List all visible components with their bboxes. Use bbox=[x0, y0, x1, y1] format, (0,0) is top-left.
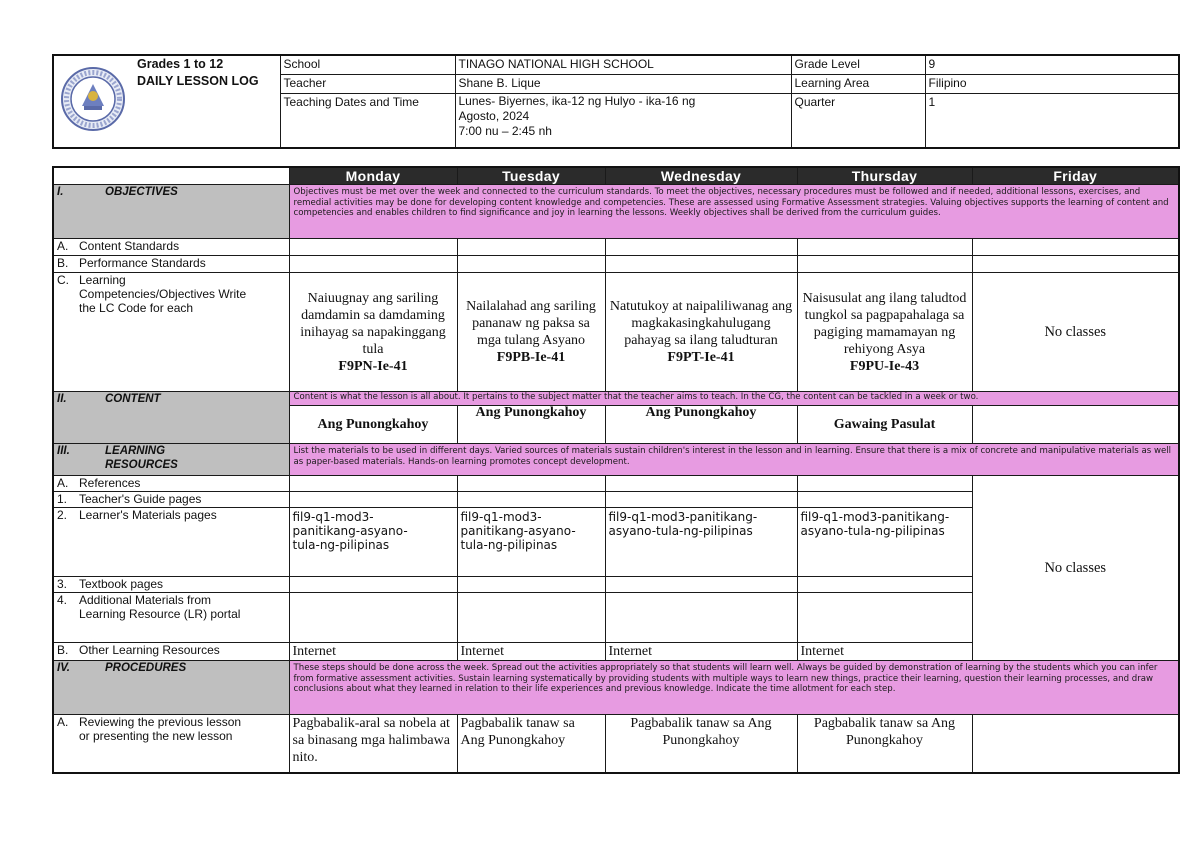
topic-monday: Ang Punongkahoy bbox=[289, 406, 457, 444]
day-monday: Monday bbox=[289, 167, 457, 185]
section-title-line1: LEARNING bbox=[105, 445, 166, 457]
competency-text: Nailalahad ang sariling pananaw ng paksa sa mga tulang Asyano bbox=[466, 299, 596, 348]
other-thursday: Internet bbox=[797, 643, 972, 661]
cell-empty bbox=[972, 715, 1179, 773]
deped-seal bbox=[53, 55, 131, 148]
cell-empty bbox=[972, 239, 1179, 256]
cell-empty bbox=[605, 492, 797, 508]
row-additional-materials bbox=[53, 593, 289, 643]
section-title bbox=[105, 444, 178, 472]
cell-empty bbox=[605, 577, 797, 593]
cell-empty bbox=[457, 492, 605, 508]
objectives-note: Objectives must be met over the week and connected to the curriculum standards. To meet the objectives, necessary procedures must be followed and if needed, additional lessons, exercises, and remedial activities may be done for developing content knowledge and competencies. These are assessed using Formative Assessment strategies. Valuing objectives supports the learning of content and competencies and enables children to find significance and joy in learning the lessons. Weekly objectives shall be derived from the curriculum guides. bbox=[289, 185, 1179, 239]
row-lm-pages bbox=[53, 508, 289, 577]
lm-text: fil9-q1-mod3-panitikang-asyano-tula-ng-pilipinas bbox=[800, 510, 950, 538]
dates-label: Teaching Dates and Time bbox=[280, 94, 455, 148]
row-num: C. bbox=[57, 273, 69, 287]
section-num: I. bbox=[57, 186, 64, 198]
competency-wednesday bbox=[605, 273, 797, 392]
day-header-row bbox=[53, 167, 1179, 185]
cell-empty bbox=[289, 239, 457, 256]
lm-text: fil9-q1-mod3-panitikang-asyano-tula-ng-pilipinas bbox=[292, 510, 408, 552]
row-num: A. bbox=[57, 239, 69, 253]
cell-empty bbox=[457, 256, 605, 273]
other-tuesday: Internet bbox=[457, 643, 605, 661]
competency-text: Naiuugnay ang sariling damdamin sa damdaming inihayag sa napakinggang tula bbox=[300, 290, 446, 357]
resources-friday: No classes bbox=[972, 476, 1179, 661]
row-num: 3. bbox=[57, 577, 68, 591]
topic-thursday: Gawaing Pasulat bbox=[797, 406, 972, 444]
other-monday: Internet bbox=[289, 643, 457, 661]
row-tg-pages bbox=[53, 492, 289, 508]
section-title-line2: RESOURCES bbox=[105, 459, 178, 471]
header-table bbox=[52, 54, 1180, 149]
lc-code: F9PB-Ie-41 bbox=[496, 350, 566, 365]
row-label: Content Standards bbox=[79, 239, 180, 253]
cell-empty bbox=[797, 476, 972, 492]
section-content bbox=[53, 392, 289, 444]
resources-note: List the materials to be used in different days. Varied sources of materials sustain children's interest in the lesson and in learning. Ensure that there is a mix of concrete and manipulative materials as well as paper-based materials. Hands-on learning promotes concept development. bbox=[289, 444, 1179, 476]
lm-tuesday bbox=[457, 508, 605, 577]
area-label: Learning Area bbox=[791, 75, 925, 94]
section-num: III. bbox=[57, 445, 70, 457]
row-num: B. bbox=[57, 256, 69, 270]
review-thursday: Pagbabalik tanaw sa Ang Punongkahoy bbox=[797, 715, 972, 773]
cell-empty bbox=[457, 577, 605, 593]
school-label: School bbox=[280, 55, 455, 75]
row-label: Performance Standards bbox=[79, 256, 206, 270]
school-value: TINAGO NATIONAL HIGH SCHOOL bbox=[455, 55, 791, 75]
section-title: PROCEDURES bbox=[105, 662, 187, 674]
lc-code: F9PT-Ie-41 bbox=[667, 350, 735, 365]
cell-empty bbox=[289, 593, 457, 643]
cell-empty bbox=[605, 239, 797, 256]
title-line1: Grades 1 to 12 bbox=[137, 57, 224, 71]
row-performance-standards bbox=[53, 256, 289, 273]
cell-empty bbox=[289, 476, 457, 492]
row-label: Teacher's Guide pages bbox=[79, 492, 202, 506]
row-num: B. bbox=[57, 643, 69, 657]
section-title: OBJECTIVES bbox=[105, 186, 178, 198]
day-thursday: Thursday bbox=[797, 167, 972, 185]
section-title: CONTENT bbox=[105, 393, 161, 405]
cell-empty bbox=[605, 476, 797, 492]
cell-empty bbox=[797, 593, 972, 643]
row-label: Learner's Materials pages bbox=[79, 508, 217, 522]
cell-empty bbox=[605, 256, 797, 273]
grade-label: Grade Level bbox=[791, 55, 925, 75]
dates-line1: Lunes- Biyernes, ika-12 ng Hulyo - ika-16 ng bbox=[458, 94, 696, 108]
lm-thursday bbox=[797, 508, 972, 577]
area-value: Filipino bbox=[925, 75, 1179, 94]
section-resources bbox=[53, 444, 289, 476]
competency-text: Naisusulat ang ilang taludtod tungkol sa pagpapahalaga sa pagiging mamamayan ng rehiyong Asya bbox=[802, 290, 967, 357]
row-content-standards bbox=[53, 239, 289, 256]
review-monday: Pagbabalik-aral sa nobela at sa binasang mga halimbawa nito. bbox=[289, 715, 457, 773]
review-tuesday: Pagbabalik tanaw sa Ang Punongkahoy bbox=[457, 715, 605, 773]
section-num: IV. bbox=[57, 662, 71, 674]
cell-empty bbox=[972, 256, 1179, 273]
cell-empty bbox=[797, 577, 972, 593]
row-other-resources bbox=[53, 643, 289, 661]
competency-thursday bbox=[797, 273, 972, 392]
lesson-log-table bbox=[52, 166, 1180, 774]
topic-tuesday: Ang Punongkahoy bbox=[457, 406, 605, 444]
deped-seal-icon bbox=[60, 66, 126, 132]
log-title bbox=[131, 55, 280, 148]
cell-empty bbox=[797, 239, 972, 256]
row-label: Other Learning Resources bbox=[79, 643, 220, 657]
cell-empty bbox=[457, 476, 605, 492]
dates-line2: Agosto, 2024 bbox=[458, 109, 530, 123]
competency-friday: No classes bbox=[972, 273, 1179, 392]
day-friday: Friday bbox=[972, 167, 1179, 185]
lm-monday bbox=[289, 508, 457, 577]
cell-empty bbox=[972, 406, 1179, 444]
competency-text: Natutukoy at naipaliliwanag ang magkakasingkahulugang pahayag sa ilang taludturan bbox=[609, 299, 793, 348]
quarter-value: 1 bbox=[925, 94, 1179, 148]
row-num: 1. bbox=[57, 492, 68, 506]
cell-empty bbox=[289, 492, 457, 508]
title-line2: DAILY LESSON LOG bbox=[137, 74, 259, 88]
cell-empty bbox=[457, 593, 605, 643]
row-label: Learning Competencies/Objectives Write the LC Code for each bbox=[79, 273, 247, 315]
row-label: Reviewing the previous lesson or presenting the new lesson bbox=[79, 715, 242, 743]
competency-tuesday bbox=[457, 273, 605, 392]
quarter-label: Quarter bbox=[791, 94, 925, 148]
review-wednesday: Pagbabalik tanaw sa Ang Punongkahoy bbox=[605, 715, 797, 773]
section-num: II. bbox=[57, 393, 67, 405]
cell-empty bbox=[605, 593, 797, 643]
teacher-value: Shane B. Lique bbox=[455, 75, 791, 94]
content-note: Content is what the lesson is all about. It pertains to the subject matter that the teacher aims to teach. In the CG, the content can be tackled in a week or two. bbox=[289, 392, 1179, 406]
dates-value bbox=[455, 94, 791, 148]
row-label: References bbox=[79, 476, 141, 490]
row-competencies bbox=[53, 273, 289, 392]
section-procedures bbox=[53, 661, 289, 715]
cell-empty bbox=[289, 577, 457, 593]
row-reviewing bbox=[53, 715, 289, 773]
row-label: Textbook pages bbox=[79, 577, 164, 591]
other-wednesday: Internet bbox=[605, 643, 797, 661]
day-header-blank bbox=[53, 167, 289, 185]
dates-line3: 7:00 nu – 2:45 nh bbox=[458, 124, 552, 138]
lc-code: F9PN-Ie-41 bbox=[338, 358, 408, 374]
topic-wednesday: Ang Punongkahoy bbox=[605, 406, 797, 444]
row-textbook-pages bbox=[53, 577, 289, 593]
cell-empty bbox=[289, 256, 457, 273]
row-num: 4. bbox=[57, 593, 68, 607]
cell-empty bbox=[797, 256, 972, 273]
lm-wednesday bbox=[605, 508, 797, 577]
day-tuesday: Tuesday bbox=[457, 167, 605, 185]
cell-empty bbox=[457, 239, 605, 256]
lm-text: fil9-q1-mod3-panitikang-asyano-tula-ng-pilipinas bbox=[608, 510, 758, 538]
teacher-label: Teacher bbox=[280, 75, 455, 94]
grade-value: 9 bbox=[925, 55, 1179, 75]
row-num: A. bbox=[57, 476, 69, 490]
procedures-note: These steps should be done across the week. Spread out the activities appropriately so that students will learn well. Always be guided by demonstration of learning by the students which you can infer from formative assessment activities. Sustain learning systematically by providing students with multiple ways to learn new things, practice their learning, question their learning processes, and draw conclusions about what they learned in relation to their life experiences and previous knowledge. Indicate the time allotment for each step. bbox=[289, 661, 1179, 715]
lc-code: F9PU-Ie-43 bbox=[849, 358, 920, 374]
day-wednesday: Wednesday bbox=[605, 167, 797, 185]
row-label: Additional Materials from Learning Resource (LR) portal bbox=[79, 593, 241, 621]
section-objectives bbox=[53, 185, 289, 239]
row-num: A. bbox=[57, 715, 69, 729]
competency-monday bbox=[289, 273, 457, 392]
row-num: 2. bbox=[57, 508, 68, 522]
lm-text: fil9-q1-mod3-panitikang-asyano-tula-ng-pilipinas bbox=[460, 510, 576, 552]
cell-empty bbox=[797, 492, 972, 508]
row-references bbox=[53, 476, 289, 492]
